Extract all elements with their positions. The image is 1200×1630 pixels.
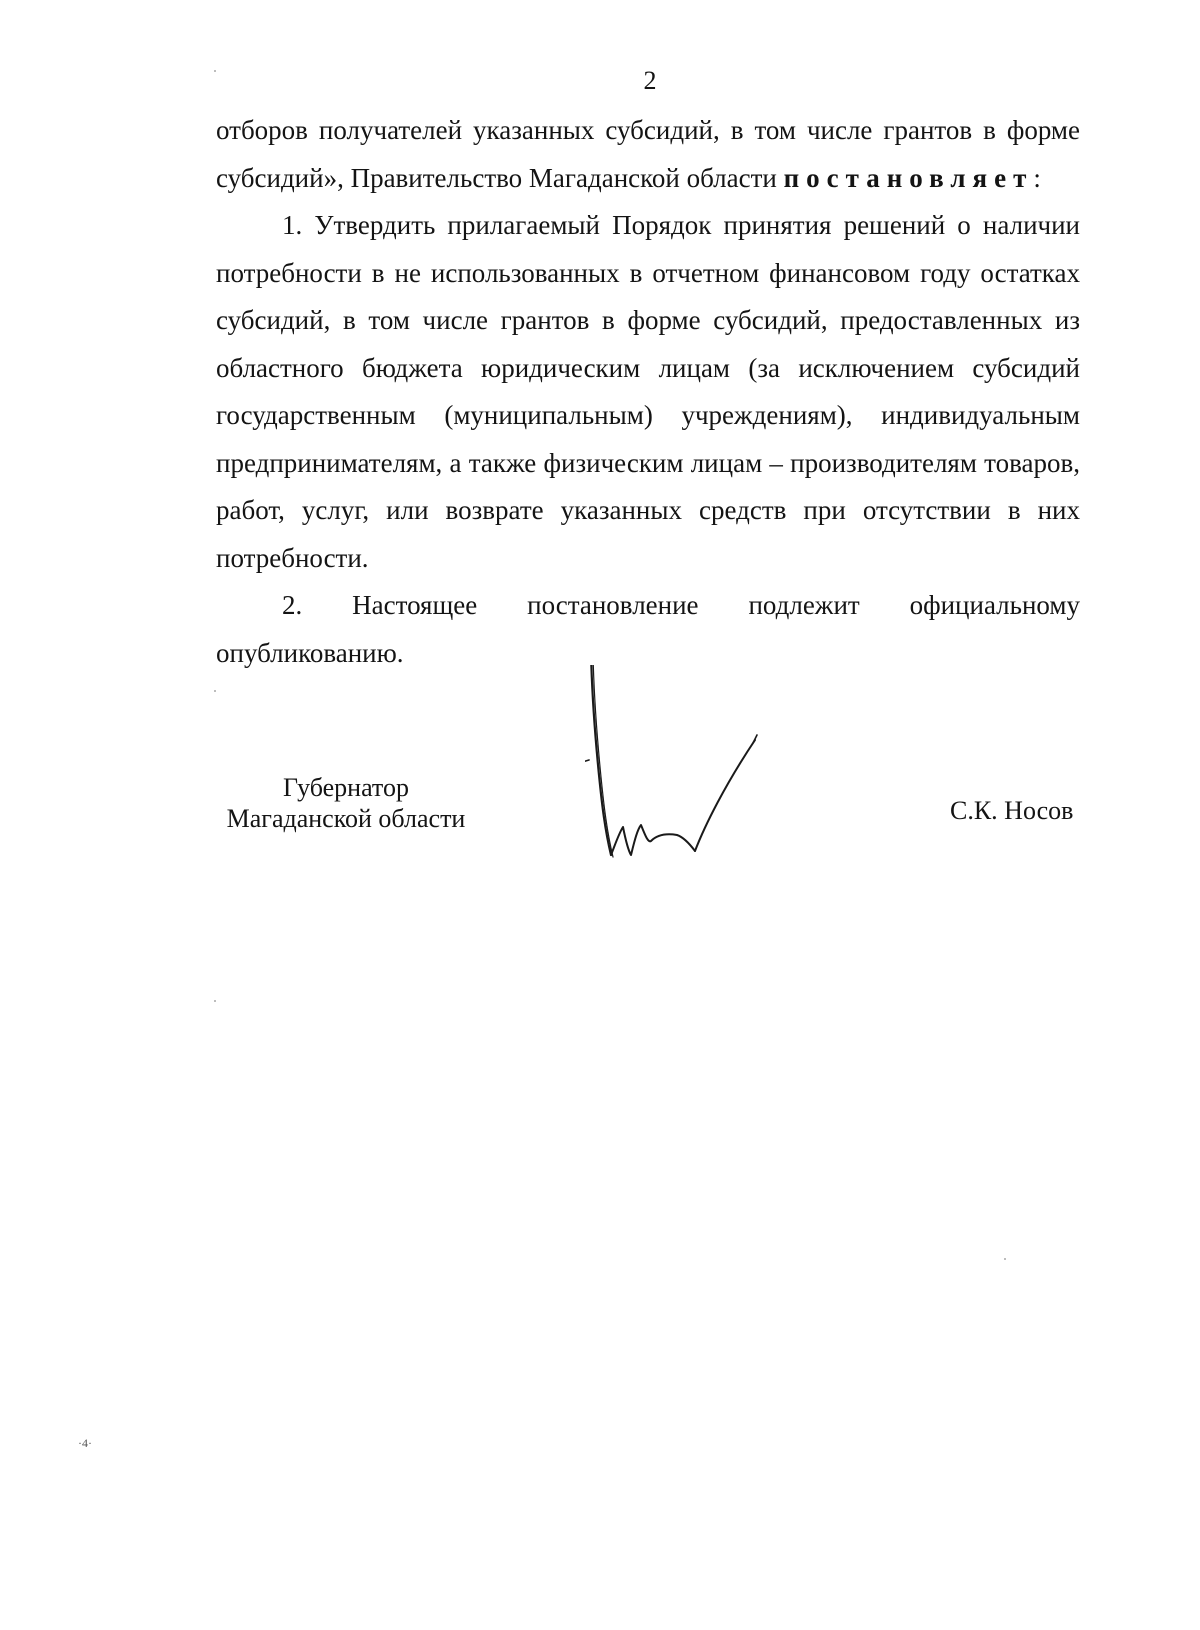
resolution-item-2: 2. Настоящее постановление подлежит официальному опубликованию. <box>216 590 1080 668</box>
signer-position-line-2: Магаданской области <box>226 804 466 833</box>
page-number: 2 <box>643 66 657 95</box>
scan-margin-mark: ·4· <box>78 1436 92 1450</box>
handwritten-signature <box>585 665 785 895</box>
scan-speck <box>1004 1258 1006 1260</box>
resolution-item-1: 1. Утвердить прилагаемый Порядок принятия решений о наличии потребности в не использованных в отчетном финансовом году остатках субсидий, в том числе грантов в форме субсидий, предоставленных из областного бюджета юридическим лицам (за исключением субсидий государственным (муниципальным) учреждениям), индивидуальным предпринимателям, а также физическим лицам – производителям товаров, работ, услуг, или возврате указанных средств при отсутствии в них потребности. <box>216 210 1080 573</box>
signer-position-line-1: Губернатор <box>283 773 409 802</box>
scan-speck <box>214 70 216 72</box>
signer-name: С.К. Носов <box>950 796 1074 825</box>
intro-text: отборов получателей указанных субсидий, в том числе грантов в форме субсидий», Правительство Магаданской области <box>216 115 1080 193</box>
scan-speck <box>214 1000 216 1002</box>
scan-speck <box>214 690 216 692</box>
resolves-word: постановляет <box>783 162 1034 193</box>
signer-position <box>216 772 476 834</box>
resolves-colon: : <box>1033 162 1041 193</box>
